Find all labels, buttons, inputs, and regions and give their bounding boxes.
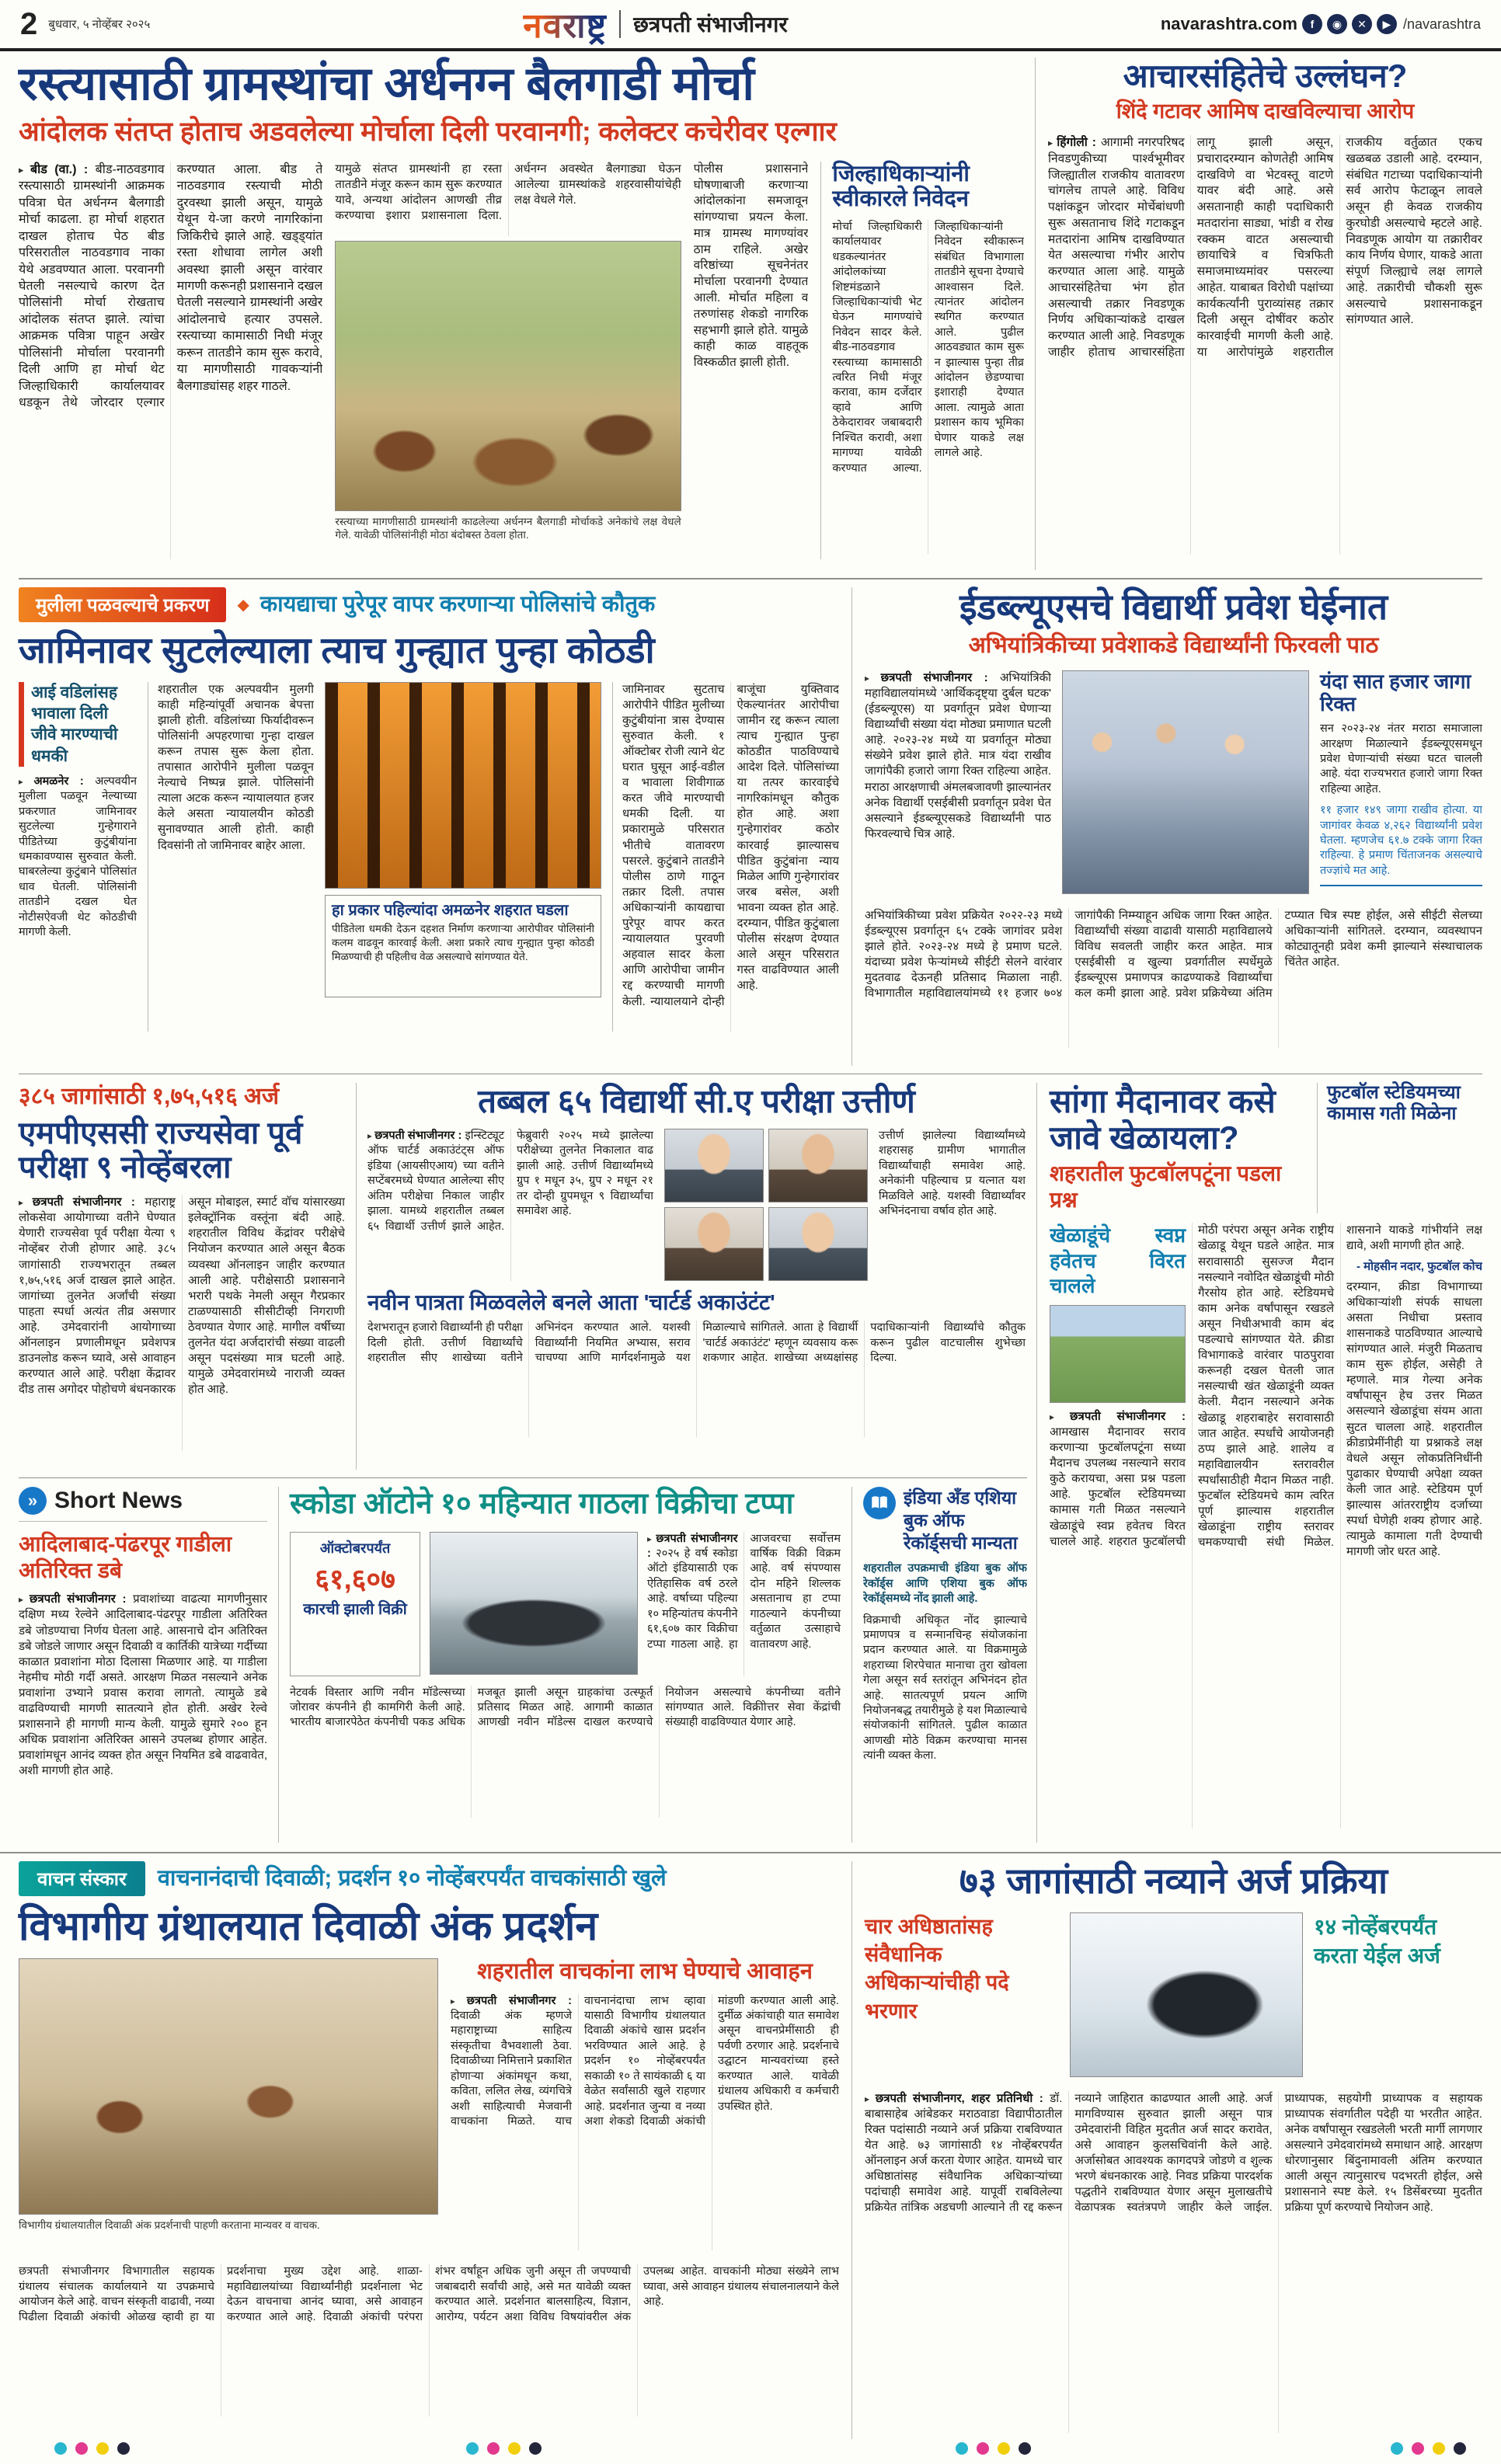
cyan-registration-dot [54,2442,67,2455]
youtube-icon[interactable]: ▶ [1377,14,1397,34]
crime-kicker-row [19,587,839,622]
football-body-columns [1050,1223,1482,1829]
magenta-registration-dot [1412,2442,1424,2455]
ca-result-story [356,1083,1026,1470]
section-divider [0,1852,1501,1853]
ca-headshots-grid [664,1129,868,1281]
records-body: विक्रमाची अधिकृत नोंद झाल्याचे प्रमाणपत्र व सन्मानचिन्ह संयोजकांना प्रदान करण्यात आले. या विक्रमामुळे शहराच्या शिरपेचात मानाचा तुरा खोवला गेला असून सर्व स्तरांतून अभिनंदन होत आहे. सातत्यपूर्ण प्रयत्न आणि नियोजनबद्ध तयारीमुळे हे यश मिळाल्याचे संयोजकांनी सांगितले. पुढील काळात आणखी मोठे विक्रम करण्याचा मानस त्यांनी व्यक्त केला. [863,1613,1027,1763]
ews-headline: ईडब्ल्यूएसचे विद्यार्थी प्रवेश घेईनात [959,586,1388,627]
skoda-headline: स्कोडा ऑटोने १० महिन्यात गाठला विक्रीचा टप्पा [290,1488,794,1520]
skoda-body-bottom: नेटवर्क विस्तार आणि नवीन मॉडेल्सच्या जोरावर कंपनीने ही कामगिरी केली आहे. भारतीय बाजारपेठेत कंपनीची पकड अधिक मजबूत झाली असून ग्राहकांचा उत्स्फूर्त प्रतिसाद मिळत आहे. आगामी काळात आणखी नवीन मॉडेल्स दाखल करण्याचे नियोजन असल्याचे कंपनीच्या वतीने सांगण्यात आले. विक्रीोत्तर सेवा केंद्रांची संख्याही वाढविण्यात येणार आहे. [290,1686,841,1729]
university-headline: ७३ जागांसाठी नव्याने अर्ज प्रक्रिया [959,1860,1388,1901]
crime-photo-block [325,682,601,1032]
university-subhead-left: चार अधिष्ठातांसह संवैधानिक अधिकाऱ्यांचीही पदे भरणार [865,1914,1009,2023]
bullock-cart-morcha-photo [335,241,681,511]
website-link[interactable]: navarashtra.com [1160,14,1297,33]
short-news-header [19,1487,267,1522]
football-side-subhead: फुटबॉल स्टेडियमच्या कामास गती मिळेना [1317,1083,1482,1213]
open-book-icon [863,1487,896,1519]
lead-subhead: आंदोलक संतप्त होताच अडवलेल्या मोर्चाला दिली परवानगी; कलेक्टर कचेरीवर एल्गार [19,117,837,148]
skoda-body-area [290,1532,841,1676]
short-news-body [19,1592,267,1825]
crime-caption-box [325,895,601,997]
header-right [1161,14,1481,34]
skoda-body-left [647,1532,841,1676]
ca-body-bottom: देशभरातून हजारो विद्यार्थ्यांनी ही परीक्षा दिली होती. उत्तीर्ण विद्यार्थ्यांचे शहरातील सीए शाखेच्या वतीने अभिनंदन करण्यात आले. यशस्वी विद्यार्थ्यांनी नियमित अभ्यास, सराव चाचण्या आणि मार्गदर्शनामुळे यश मिळाल्याचे सांगितले. आता हे विद्यार्थी 'चार्टर्ड अकाउंटंट' म्हणून व्यवसाय करू शकणार आहेत. शाखेच्या अध्यक्षांसह पदाधिकाऱ्यांनी विद्यार्थ्यांचे कौतुक करून पुढील वाटचालीस शुभेच्छा दिल्या. [367,1321,1026,1365]
library-photo-caption: विभागीय ग्रंथालयातील दिवाळी अंक प्रदर्शनाची पाहणी करताना मान्यवर व वाचक. [19,2219,320,2232]
library-body-right [451,1958,839,2253]
football-subhead: शहरातील फुटबॉलपटूंना पडला प्रश्न [1050,1161,1282,1213]
black-registration-dot [1019,2442,1031,2455]
ca-student-photo-1 [664,1129,764,1202]
registration-marks [54,2442,138,2459]
library-body-bottom: छत्रपती संभाजीनगर विभागातील सहायक ग्रंथालय संचालक कार्यालयाने या उपक्रमाचे आयोजन केले आहे. वाचन संस्कृती वाढावी, नव्या पिढीला दिवाळी अंकांची ओळख व्हावी हा या प्रदर्शनाचा मुख्य उद्देश आहे. शाळा-महाविद्यालयांच्या विद्यार्थ्यांनीही प्रदर्शनाला भेट देऊन वाचनाचा आनंद घ्यावा, असे आवाहन करण्यात आले आहे. दिवाळी अंकांची परंपरा शंभर वर्षांहून अधिक जुनी असून ती जपण्याची जबाबदारी सर्वांची आहे, असे मत यावेळी व्यक्त करण्यात आले. प्रदर्शनात बालसाहित्य, विज्ञान, आरोग्य, पर्यटन अशा विविध विषयांवरील अंक उपलब्ध आहेत. वाचकांनी मोठ्या संख्येने लाभ घ्यावा, असे आवाहन ग्रंथालय संचालनालयाने केले आहे. [19,2265,839,2323]
short-news-section [19,1487,267,1843]
library-exhibition-photo [19,1958,438,2215]
conduct-headline: आचारसंहितेचे उल्लंघन? [1123,57,1408,94]
black-registration-dot [529,2442,542,2455]
registration-marks [466,2442,550,2459]
crime-kicker: कायद्याचा पुरेपूर वापर करणाऱ्या पोलिसांचे कौतुक [259,592,656,618]
library-body-area [19,1958,839,2253]
header-left [20,7,150,42]
ews-byline: ▸ छत्रपती संभाजीनगर : [865,671,988,684]
magenta-registration-dot [487,2442,500,2455]
section-divider [19,578,1482,579]
crime-caption-body: पीडितेला धमकी देऊन दहशत निर्माण करणाऱ्या आरोपीवर पोलिसांनी कलम वाढवून कारवाई केली. अशा प्रकारे त्याच गुन्ह्यात पुन्हा कोठडी मिळण्याची ही पहिलीच वेळ असल्याचे सांगण्यात येते. [332,923,594,963]
crime-tag-chip: मुलीला पळवल्याचे प्रकरण [19,587,226,622]
football-head-row [1050,1083,1482,1213]
lead-body-right: पोलीस प्रशासनाने घोषणाबाजी करणाऱ्या आंदोलकांना समजावून सांगण्याचा प्रयत्न केला. मात्र ग्रामस्थ मागण्यांवर ठाम राहिले. अखेर वरिष्ठांच्या सूचनेनंतर मोर्चाला परवानगी देण्यात आली. मोर्चात महिला व तरुणांसह शेकडो नागरिक सहभागी झाले होते. यामुळे काही काळ वाहतूक विस्कळीत झाली होती. [693,162,809,370]
jail-photo [325,682,601,889]
yellow-registration-dot [1433,2442,1445,2455]
yellow-registration-dot [96,2442,109,2455]
library-exhibition-story [19,1861,839,2439]
lead-headline: रस्त्यासाठी ग्रामस्थांचा अर्धनग्न बैलगाडी मोर्चा [19,57,754,110]
page-date: बुधवार, ५ नोव्हेंबर २०२५ [48,18,151,31]
library-subhead: शहरातील वाचकांना लाभ घेण्याचे आवाहन [477,1959,813,1985]
crime-col-a: शहरातील एक अल्पवयीन मुलगी काही महिन्यांपूर्वी अचानक बेपत्ता झाली होती. वडिलांच्या फिर्यादीवरून पोलिसांनी अपहरणाचा गुन्हा दाखल करून तपास सुरू केला होता. तपासात आरोपीने मुलीला पळवून नेल्याचे निष्पन्न झाले. पोलिसांनी त्याला अटक करून न्यायालयात हजर केले असता न्यायालयीन कोठडी सुनावण्यात आली होती. काही दिवसांनी तो जामिनावर बाहेर आला. [148,682,314,1032]
lead-story [19,57,1024,570]
crime-rail-text: अल्पवयीन मुलीला पळवून नेल्याच्या प्रकरणात जामिनावर सुटलेल्या गुन्हेगाराने पीडितेच्या कुटुंबीयांना धमकावण्यास सुरुवात केली. घाबरलेल्या कुटुंबाने पोलिसांत धाव घेतली. पोलिसांनी तातडीने दखल घेत नोटीसऐवजी थेट कोठडीची मागणी केली. [19,774,137,939]
crime-byline: ▸ अमळनेर : [19,775,84,788]
crime-body-area [19,682,839,1032]
skoda-stat-label: ऑक्टोबरपर्यंत [319,1540,391,1556]
page-header [0,0,1501,51]
ews-stats-title: यंदा सात हजार जागा रिक्त [1320,669,1471,715]
lead-photo-block [335,162,681,559]
laptop-application-photo [1070,1912,1303,2077]
conduct-body-text: आगामी नगरपरिषद निवडणुकीच्या पार्श्वभूमीवर जिल्ह्यातील राजकीय वातावरण चांगलेच तापले आहे. विविध पक्षांकडून जोरदार मोर्चेबांधणी सुरू असतानाच शिंदे गटाकडून मतदारांना आमिष दाखविण्यात येत असल्याचा गंभीर आरोप करण्यात आला आहे. यामुळे आचारसंहितेचा भंग होत असल्याची तक्रार निवडणूक निर्णय अधिकाऱ्यांकडे दाखल करण्यात आली आहे. निवडणूक जाहीर होताच आचारसंहिता लागू झाली असून, प्रचारादरम्यान कोणतेही आमिष दाखविणे वा भेटवस्तू वाटणे यावर बंदी आहे. असे असतानाही काही पदाधिकारी मतदारांना साड्या, भांडी व रोख रक्कम वाटत असल्याची छायाचित्रे व चित्रफिती समाजमाध्यमांवर पसरल्या आहेत. याबाबत विरोधी पक्षांच्या कार्यकर्त्यांनी पुराव्यांसह तक्रार दिली असून दोषींवर कठोर कारवाईची मागणी केली आहे. या आरोपांमुळे शहरातील राजकीय वर्तुळात एकच खळबळ उडाली आहे. दरम्यान, संबंधित गटाच्या पदाधिकाऱ्यांनी सर्व आरोप फेटाळून लावले असून ही केवळ राजकीय कुरघोडी असल्याचे म्हटले आहे. निवडणूक आयोग या तक्रारीवर काय निर्णय घेणार, याकडे आता संपूर्ण जिल्ह्याचे लक्ष लागले आहे. तक्रारीची चौकशी सुरू असल्याचे प्रशासनाकडून सांगण्यात आले. [1048,135,1482,359]
crime-rail-blurb: आई वडिलांसह भावाला दिली जीवे मारण्याची धमकी [19,682,137,767]
ews-stats-column [1320,670,1482,897]
magenta-registration-dot [75,2442,88,2455]
short-news-headline: आदिलाबाद-पंढरपूर गाडीला अतिरिक्त डबे [19,1532,232,1583]
ca-student-photo-4 [768,1207,868,1281]
lead-photo-caption: रस्त्याच्या मागणीसाठी ग्रामस्थांनी काढलेल्या अर्धनग्न बैलगाडी मोर्चाकडे अनेकांचे लक्ष वेधले गेले. यावेळी पोलिसांनीही मोठा बंदोबस्त ठेवला होता. [335,515,681,541]
page-number: 2 [20,6,38,41]
ca-body-area [367,1129,1026,1281]
mpsc-byline: ▸ छत्रपती संभाजीनगर : [19,1195,135,1209]
university-body-text: डॉ. बाबासाहेब आंबेडकर मराठवाडा विद्यापीठातील रिक्त पदांसाठी नव्याने अर्ज प्रक्रिया राबविण्यात येत आहे. ७३ जागांसाठी १४ नोव्हेंबरपर्यंत ऑनलाइन अर्ज करता येणार आहेत. यामध्ये चार अधिष्ठातांसह संवैधानिक अधिकाऱ्यांच्या पदांचाही समावेश आहे. यापूर्वी राबविलेल्या प्रक्रियेत तांत्रिक अडचणी आल्याने ती रद्द करून नव्याने जाहिरात काढण्यात आली आहे. अर्ज मागविण्यास सुरुवात झाली असून पात्र उमेदवारांनी विहित मुदतीत अर्ज सादर करावेत, असे आवाहन कुलसचिवांनी केले आहे. अर्जासोबत आवश्यक कागदपत्रे जोडणे व शुल्क भरणे बंधनकारक आहे. निवड प्रक्रिया पारदर्शक पद्धतीने राबविण्यात येणार असून मुलाखतीचे वेळापत्रक स्वतंत्रपणे जाहीर केले जाईल. प्राध्यापक, सहयोगी प्राध्यापक व सहायक प्राध्यापक संवर्गातील पदेही या भरतीत आहेत. अनेक वर्षांपासून रखडलेली भरती मार्गी लागणार असल्याने उमेदवारांमध्ये समाधान आहे. आरक्षण धोरणानुसार बिंदुनामावली अंतिम करण्यात आली असून त्यानुसारच पदभरती होईल, असे प्रशासनाने स्पष्ट केले. १५ डिसेंबरच्या मुदतीत प्रक्रिया पूर्ण करण्याचे नियोजन आहे. [865,2091,1482,2215]
university-sub-area [865,1912,1482,2080]
cyan-registration-dot [956,2442,968,2455]
ews-body-left [865,670,1051,897]
skoda-stat-suffix: कारची झाली विक्री [303,1600,407,1618]
header-center [523,1,788,47]
lead-substory [820,162,1024,559]
university-byline: ▸ छत्रपती संभाजीनगर, शहर प्रतिनिधी : [865,2092,1043,2105]
football-quote-attribution: - मोहसीन नदार, फुटबॉल कोच [1356,1259,1482,1273]
skoda-byline: ▸ छत्रपती संभाजीनगर : [647,1533,738,1560]
ca-body-right: उत्तीर्ण झालेल्या विद्यार्थ्यांमध्ये शहरासह ग्रामीण भागातील विद्यार्थ्यांचाही समावेश आहे. अनेकांनी पहिल्याच प्र यत्नात यश मिळविले आहे. यशस्वी विद्यार्थ्यांवर अभिनंदनाचा वर्षाव होत आहे. [879,1129,1026,1218]
football-headline: सांगा मैदानावर कसे जावे खेळायला? [1050,1083,1276,1157]
crime-headline: जामिनावर सुटलेल्याला त्याच गुन्ह्यात पुन्हा कोठडी [19,629,655,670]
short-news-arrow-icon: » [19,1487,47,1515]
crime-body-columns: जामिनावर सुटताच आरोपीने पीडित मुलीच्या कुटुंबीयांना त्रास देण्यास सुरुवात केली. १ ऑक्टोबर रोजी त्याने थेट घरात घुसून आई-वडील व भावाला शिवीगाळ करत जीवे मारण्याची धमकी दिली. या प्रकारामुळे परिसरात भीतीचे वातावरण पसरले. कुटुंबाने तातडीने पोलीस ठाणे गाठून तक्रार दिली. तपास अधिकाऱ्यांनी कायद्याचा पुरेपूर वापर करत न्यायालयात पुरवणी अहवाल सादर केला आणि आरोपीचा जामीन रद्द करण्याची मागणी केली. न्यायालयाने दोन्ही बाजूंचा युक्तिवाद ऐकल्यानंतर आरोपीचा जामीन रद्द करून त्याला त्याच गुन्ह्यात पुन्हा कोठडीत पाठविण्याचे आदेश दिले. पोलिसांच्या या तत्पर कारवाईचे नागरिकांमधून कौतुक होत आहे. अशा गुन्हेगारांवर कठोर कारवाई झाल्यासच पीडित कुटुंबांना न्याय मिळेल आणि गुन्हेगारांवर जरब बसेल, अशी भावना व्यक्त होत आहे. दरम्यान, पीडित कुटुंबाला पोलीस संरक्षण देण्यात आले असून परिसरात गस्त वाढविण्यात आली आहे. [612,682,839,1032]
university-subhead-right: १४ नोव्हेंबरपर्यंत करता येईल अर्ज [1314,1914,1440,1968]
lead-body-top: यामुळे संतप्त ग्रामस्थांनी हा रस्ता तातडीने मंजूर करून काम सुरू करण्यात यावे, अन्यथा आंदोलन आणखी तीव्र करण्याचा इशारा प्रशासनाला दिला. अर्धनग्न अवस्थेत बैलगाड्या घेऊन आलेल्या ग्रामस्थांकडे शहरवासीयांचेही लक्ष वेधले गेले. [335,162,681,223]
yellow-registration-dot [508,2442,521,2455]
mpsc-headline: एमपीएससी राज्यसेवा पूर्व परीक्षा ९ नोव्हेंबरला [19,1115,303,1185]
lead-body-text: बीड-नाठवडगाव रस्त्यासाठी ग्रामस्थांनी आक्रमक पवित्रा घेत अर्धनग्न बैलगाडी मोर्चा काढला. हा मोर्चा शहरात दाखल होताच पेठ बीड परिसरातील नाठवडगाव नाका येथे अडवण्यात आला. परवानगी घेतली नसल्याचे कारण देत पोलिसांनी मोर्चा रोखताच आंदोलक संतप्त झाले. त्यांचा आक्रमक पवित्रा पाहून अखेर पोलिसांनी मोर्चाला परवानगी दिली आणि हा मोर्चा थेट जिल्हाधिकारी कार्यालयावर धडकून तेथे जोरदार एल्गार करण्यात आला. बीड ते नाठवडगाव रस्त्याची मोठी दुरवस्था झाली असून, यामुळे येथून ये-जा करणे नागरिकांना जिकिरीचे झाले आहे. खड्ड्यांत रस्ता शोधावा लागेल अशी अवस्था झाली असून वारंवार मागणी करूनही प्रशासनाने दखल घेतली नसल्याने ग्रामस्थांनी अखेर आंदोलनाचे हत्यार उपसले. रस्त्याच्या कामासाठी निधी मंजूर करून तातडीने काम सुरू करावे, या मागणीसाठी गावकऱ्यांनी बैलगाड्यांसह शहर गाठले. [19,162,323,409]
library-body-columns [451,1994,839,2250]
x-icon[interactable]: ✕ [1352,14,1372,34]
skoda-car-photo [430,1532,638,1675]
conduct-subhead: शिंदे गटावर आमिष दाखविल्याचा आरोप [1116,99,1415,124]
library-kicker-row [19,1861,839,1896]
black-registration-dot [1454,2442,1466,2455]
substory-headline: जिल्हाधिकाऱ्यांनी स्वीकारले निवेदन [832,161,970,212]
registration-marks [956,2442,1040,2459]
section-divider [19,1477,1027,1478]
football-stadium-story [1036,1083,1482,1843]
skoda-stat-box [290,1532,420,1676]
library-tag-chip: वाचन संस्कार [19,1861,145,1896]
students-photo [1062,670,1309,894]
library-headline: विभागीय ग्रंथालयात दिवाळी अंक प्रदर्शन [19,1904,598,1949]
crime-rail-body [19,774,137,941]
football-body-text-1: आमखास मैदानावर सराव करणाऱ्या फुटबॉलपटूंना सध्या मैदानच उपलब्ध नसल्याने सराव कुठे करायचा, असा प्रश्न पडला आहे. फुटबॉल स्टेडियमच्या कामास गती मिळत नसल्याने खेळाडूंचे स्वप्न हवेतच विरत चालले आहे. शहरात फुटबॉलची मोठी परंपरा असून अनेक राष्ट्रीय खेळाडू येथून घडले आहेत. मात्र सरावासाठी सुसज्ज मैदान नसल्याने नवोदित खेळाडूंची मोठी गैरसोय होत आहे. स्टेडियमचे काम अनेक वर्षांपासून रखडले असून निधीअभावी काम बंद पडल्याचे सांगण्यात येते. क्रीडा विभागाकडे वारंवार पाठपुरावा करूनही दखल घेतली जात नसल्याची खंत खेळाडूंनी व्यक्त केली. मैदान नसल्याने अनेक खेळाडू शहराबाहेर सरावासाठी जात आहेत. स्पर्धांचे आयोजनही ठप्प झाले आहे. शालेय व महाविद्यालयीन स्तरावरील स्पर्धांसाठीही मैदान मिळत नाही. फुटबॉल स्टेडियमचे काम त्वरित पूर्ण झाल्यास शहरातील खेळाडूंना राष्ट्रीय स्तरावर चमकण्याची संधी मिळेल. शासनाने याकडे गांभीर्याने लक्ष द्यावे, अशी मागणी होत आहे. [1050,1223,1482,1550]
skoda-stat-number: ६१,६०७ [315,1562,395,1595]
ews-stats-blue: ११ हजार १४९ जागा राखीव होत्या. या जागांवर केवळ ४,२६२ विद्यार्थ्यांनी प्रवेश घेतला. म्हणजेच ६१.७ टक्के जागा रिक्त राहिल्या. हे प्रमाण चिंताजनक असल्याचे तज्ज्ञांचे मत आहे. [1320,803,1482,886]
conduct-body [1048,135,1482,555]
ca-headline: तब्बल ६५ विद्यार्थी सी.ए परीक्षा उत्तीर्ण [478,1083,915,1119]
social-handle[interactable]: /navarashtra [1402,16,1481,32]
edition-name: छत्रपती संभाजीनगर [633,12,788,37]
football-byline: ▸ छत्रपती संभाजीनगर : [1050,1410,1186,1423]
ews-stats-black: सन २०२३-२४ नंतर मराठा समाजाला आरक्षण मिळाल्याने ईडब्ल्यूएसमधून प्रवेश घेणाऱ्यांची संख्या घटत चालली आहे. यंदा राज्यभरात हजारो जागा रिक्त राहिल्या आहेत. [1320,722,1482,795]
library-byline: ▸ छत्रपती संभाजीनगर : [451,1995,572,2007]
ews-admission-story [851,587,1482,1066]
lead-body-area [19,162,1024,559]
football-body-text-2: दरम्यान, क्रीडा विभागाच्या अधिकाऱ्यांशी संपर्क साधला असता निधीचा प्रस्ताव शासनाकडे पाठविण्यात आल्याचे सांगण्यात आले. मंजुरी मिळताच काम सुरू होईल, असेही ते म्हणाले. मात्र गेल्या अनेक वर्षांपासून हेच उत्तर मिळत असल्याने खेळाडूंचा संयम आता सुटत चालला आहे. शहरातील क्रीडाप्रेमींनीही या प्रश्नाकडे लक्ष वेधले असून लोकप्रतिनिधींनी पुढाकार घेण्याची अपेक्षा व्यक्त केली जात आहे. स्टेडियम पूर्ण झाल्यास आंतरराष्ट्रीय दर्जाच्या स्पर्धा घेणेही शक्य होणार आहे. त्यामुळे कामाला गती देण्याची मागणी जोर धरत आहे. [1346,1279,1482,1559]
ca-student-photo-2 [768,1129,868,1202]
library-photo-block [19,1958,438,2253]
skoda-sales-story [278,1487,841,1843]
mpsc-tophead: ३८५ जागांसाठी १,७५,५१६ अर्ज [19,1084,280,1109]
mpsc-body-text: महाराष्ट्र लोकसेवा आयोगाच्या वतीने घेण्यात येणारी राज्यसेवा पूर्व परीक्षा येत्या ९ नोव्हेंबर रोजी होणार आहे. ३८५ जागांसाठी राज्यभरातून तब्बल १,७५,५१६ अर्ज दाखल झाले आहेत. जागांच्या तुलनेत अर्जांची संख्या पाहता स्पर्धा अत्यंत तीव्र असणार आहे. उमेदवारांनी आयोगाच्या ऑनलाइन प्रणालीमधून प्रवेशपत्र डाउनलोड करून घ्यावे, असे आवाहन करण्यात आले आहे. परीक्षा केंद्रावर दीड तास अगोदर पोहोचणे बंधनकारक असून मोबाइल, स्मार्ट वॉच यांसारख्या इलेक्ट्रॉनिक वस्तूंना बंदी आहे. शहरातील विविध केंद्रांवर परीक्षेचे नियोजन करण्यात आले असून बैठक व्यवस्था ऑनलाइन जाहीर करण्यात आली आहे. परीक्षेसाठी प्रशासनाने भरारी पथके नेमली असून गैरप्रकार टाळण्यासाठी सीसीटीव्ही निगराणी ठेवण्यात येणार आहे. मागील वर्षीच्या तुलनेत यंदा अर्जदारांची संख्या वाढली असून पदसंख्या मात्र घटली आहे. यामुळे उमेदवारांमध्ये नाराजी व्यक्त होत आहे. [19,1195,345,1397]
instagram-icon[interactable]: ◉ [1327,14,1347,34]
football-kicker: खेळाडूंचे स्वप्न हवेतच विरत चालले [1050,1223,1186,1298]
university-body-columns [865,2091,1482,2433]
bail-crime-story [19,587,839,1066]
ca-body-text: इन्स्टिट्यूट ऑफ चार्टर्ड अकाउंटंट्स ऑफ इंडिया (आयसीएआय) च्या वतीने सप्टेंबरमध्ये घेण्यात आलेल्या सीए अंतिम परीक्षेचा निकाल जाहीर झाला. यामध्ये शहरातील तब्बल ६५ विद्यार्थी उत्तीर्ण झाले आहेत. फेब्रुवारी २०२५ मध्ये झालेल्या परीक्षेच्या तुलनेत निकालात वाढ झाली आहे. उत्तीर्ण विद्यार्थ्यांमध्ये ग्रुप १ मधून ३५, ग्रुप २ मधून २१ तर दोन्ही ग्रुपमधून ९ विद्यार्थ्यांचा समावेश आहे. [367,1129,653,1233]
university-recruitment-story [851,1861,1482,2439]
ews-body-bottom: अभियांत्रिकीच्या प्रवेश प्रक्रियेत २०२२-२३ मध्ये ईडब्ल्यूएस प्रवर्गातून ६५ टक्के जागांवर प्रवेश झाले होते. २०२३-२४ मध्ये हे प्रमाण घटले. यंदाच्या प्रवेश फेऱ्यांमध्ये सीईटी सेलने वारंवार मुदतवाढ देऊनही प्रतिसाद मिळाला नाही. विभागातील महाविद्यालयांमध्ये ११ हजार ७०४ जागांपैकी निम्म्याहून अधिक जागा रिक्त आहेत. विद्यार्थ्यांची संख्या वाढावी यासाठी महाविद्यालये विविध सवलती जाहीर करत आहेत. मात्र एसईबीसी व खुल्या प्रवर्गातील स्पर्धेमुळे ईडब्ल्यूएस प्रमाणपत्र काढण्याकडे विद्यार्थ्यांचा कल कमी झाला आहे. प्रवेश प्रक्रियेच्या अंतिम टप्प्यात चित्र स्पष्ट होईल, असे सीईटी सेलच्या अधिकाऱ्यांनी सांगितले. दरम्यान, व्यवस्थापन कोट्यातूनही प्रवेश कमी झाल्याने संस्थाचालक चिंतेत आहेत. [865,908,1482,1001]
records-lead: शहरातील उपक्रमाची इंडिया बुक ऑफ रेकॉर्ड्स आणि एशिया बुक ऑफ रेकॉर्ड्समध्ये नोंद झाली आहे. [863,1562,1027,1606]
yellow-registration-dot [998,2442,1010,2455]
facebook-icon[interactable]: f [1302,14,1322,34]
cyan-registration-dot [466,2442,479,2455]
black-registration-dot [117,2442,130,2455]
conduct-byline: ▸ हिंगोली : [1048,136,1096,149]
records-story [851,1487,1027,1843]
ca-body-left [367,1129,653,1281]
ews-body-area [865,670,1482,897]
ews-subhead: अभियांत्रिकीच्या प्रवेशाकडे विद्यार्थ्यांनी फिरवली पाठ [968,632,1379,658]
library-kicker: वाचनानंदाची दिवाळी; प्रदर्शन १० नोव्हेंबरपर्यंत वाचकांसाठी खुले [157,1866,667,1892]
ews-body-text: अभियांत्रिकी महाविद्यालयांमध्ये 'आर्थिकदृष्ट्या दुर्बल घटक' (ईडब्ल्यूएस) या प्रवर्गातून प्रवेश घेणाऱ्या विद्यार्थ्यांची संख्या यंदा मोठ्या प्रमाणात घटली आहे. २०२३-२४ मध्ये या प्रवर्गातून मोठ्या संख्येने प्रवेश झाले होते. मात्र यंदा राखीव जागांपैकी हजारो जागा रिक्त राहिल्या आहेत. मराठा आरक्षणाची अंमलबजावणी झाल्यानंतर अनेक विद्यार्थी एसईबीसी प्रवर्गातून प्रवेश घेत असल्याने ईडब्ल्यूएसकडे विद्यार्थ्यांनी पाठ फिरवल्याचे चित्र आहे. [865,670,1051,840]
crime-caption-title: हा प्रकार पहिल्यांदा अमळनेर शहरात घडला [332,901,569,919]
mpsc-exam-story [19,1083,345,1470]
short-news-title: Short News [54,1488,183,1513]
substory-body: मोर्चा जिल्हाधिकारी कार्यालयावर धडकल्यानंतर आंदोलकांच्या शिष्टमंडळाने जिल्हाधिकाऱ्यांची भेट घेऊन मागण्यांचे निवेदन सादर केले. बीड-नाठवडगाव रस्त्याच्या कामासाठी त्वरित निधी मंजूर करावा, काम दर्जेदार व्हावे आणि ठेकेदारावर जबाबदारी निश्चित करावी, अशा मागण्या यावेळी करण्यात आल्या. जिल्हाधिकाऱ्यांनी निवेदन स्वीकारून संबंधित विभागाला तातडीने सूचना देण्याचे आश्वासन दिले. त्यानंतर आंदोलन स्थगित करण्यात आले. पुढील आठवड्यात काम सुरू न झाल्यास पुन्हा तीव्र आंदोलन छेडण्याचा इशाराही देण्यात आला. त्यामुळे आता प्रशासन काय भूमिका घेणार याकडे लक्ष लागले आहे. [832,220,1024,475]
magenta-registration-dot [977,2442,989,2455]
football-head-left [1050,1083,1306,1213]
skoda-body-text-1: २०२५ हे वर्ष स्कोडा ऑटो इंडियासाठी एक ऐतिहासिक वर्ष ठरले आहे. वर्षाच्या पहिल्या १० महिन्यांतच कंपनीने ६१,६०७ कार विक्रीचा टप्पा गाठला आहे. हा आजवरचा सर्वोत्तम वार्षिक विक्री विक्रम आहे. वर्ष संपण्यास दोन महिने शिल्लक असतानाच हा टप्पा गाठल्याने कंपनीच्या वर्तुळात उत्साहाचे वातावरण आहे. [647,1532,841,1651]
diamond-separator-icon: ◆ [237,597,249,614]
short-news-byline: ▸ छत्रपती संभाजीनगर : [19,1592,126,1606]
library-body-text-1: दिवाळी अंक म्हणजे महाराष्ट्राच्या साहित्य संस्कृतीचा वैभवशाली ठेवा. दिवाळीच्या निमित्ताने प्रकाशित होणाऱ्या अंकांमधून कथा, कविता, ललित लेख, व्यंगचित्रे अशी साहित्याची मेजवानी वाचकांना मिळते. याच वाचनानंदाचा लाभ व्हावा यासाठी विभागीय ग्रंथालयात दिवाळी अंकांचे खास प्रदर्शन भरविण्यात आले आहे. हे प्रदर्शन १० नोव्हेंबरपर्यंत सकाळी १० ते सायंकाळी ६ या वेळेत सर्वांसाठी खुले राहणार आहे. प्रदर्शनात जुन्या व नव्या अशा शेकडो दिवाळी अंकांची मांडणी करण्यात आली आहे. दुर्मीळ अंकांचाही यात समावेश असून वाचनप्रेमींसाठी ही पर्वणी ठरणार आहे. प्रदर्शनाचे उद्घाटन मान्यवरांच्या हस्ते करण्यात आले. यावेळी ग्रंथालय अधिकारी व कर्मचारी उपस्थित होते. [451,1994,839,2128]
records-headline: इंडिया अँड एशिया बुक ऑफ रेकॉर्ड्सची मान्यता [904,1488,1018,1553]
header-divider [619,10,621,38]
ca-byline: ▸ छत्रपती संभाजीनगर : [367,1129,461,1142]
mpsc-body [19,1195,345,1451]
lead-body-columns [19,162,322,559]
lead-byline: ▸ बीड (वा.) : [19,163,88,176]
records-header [863,1487,1027,1554]
code-of-conduct-story [1035,57,1482,570]
cyan-registration-dot [1391,2442,1403,2455]
masthead-logo: नवराष्ट्र [523,1,607,47]
football-ground-photo [1050,1305,1186,1403]
ca-subhead2: नवीन पात्रता मिळवलेले बनले आता 'चार्टर्ड अकाउंटंट' [367,1290,775,1315]
crime-rail [19,682,137,1032]
registration-marks [1391,2442,1475,2459]
short-news-body-text: प्रवाशांच्या वाढत्या मागणीनुसार दक्षिण मध्य रेल्वेने आदिलाबाद-पंढरपूर गाडीला अतिरिक्त डबे जोडण्याचा निर्णय घेतला आहे. आसनाचे दोन अतिरिक्त डबे जोडले जाणार असून दिवाळी व कार्तिकी यात्रेच्या गर्दीच्या काळात प्रवाशांना मोठा दिलासा मिळणार आहे. या गाडीला नेहमीच मोठी गर्दी असते. आरक्षण मिळत नसल्याने अनेक प्रवाशांना उभ्याने प्रवास करावा लागतो. त्यामुळे डबे वाढविण्याची मागणी सातत्याने होत होती. अखेर रेल्वे प्रशासनाने ही मागणी मान्य केली. यामुळे सुमारे २०० हून अधिक प्रवाशांना अतिरिक्त आसने उपलब्ध होणार आहेत. प्रवाशांमधून आनंद व्यक्त होत असून नियमित डबे वाढवावेत, अशी मागणी होत आहे. [19,1592,267,1778]
ca-student-photo-3 [664,1207,764,1281]
